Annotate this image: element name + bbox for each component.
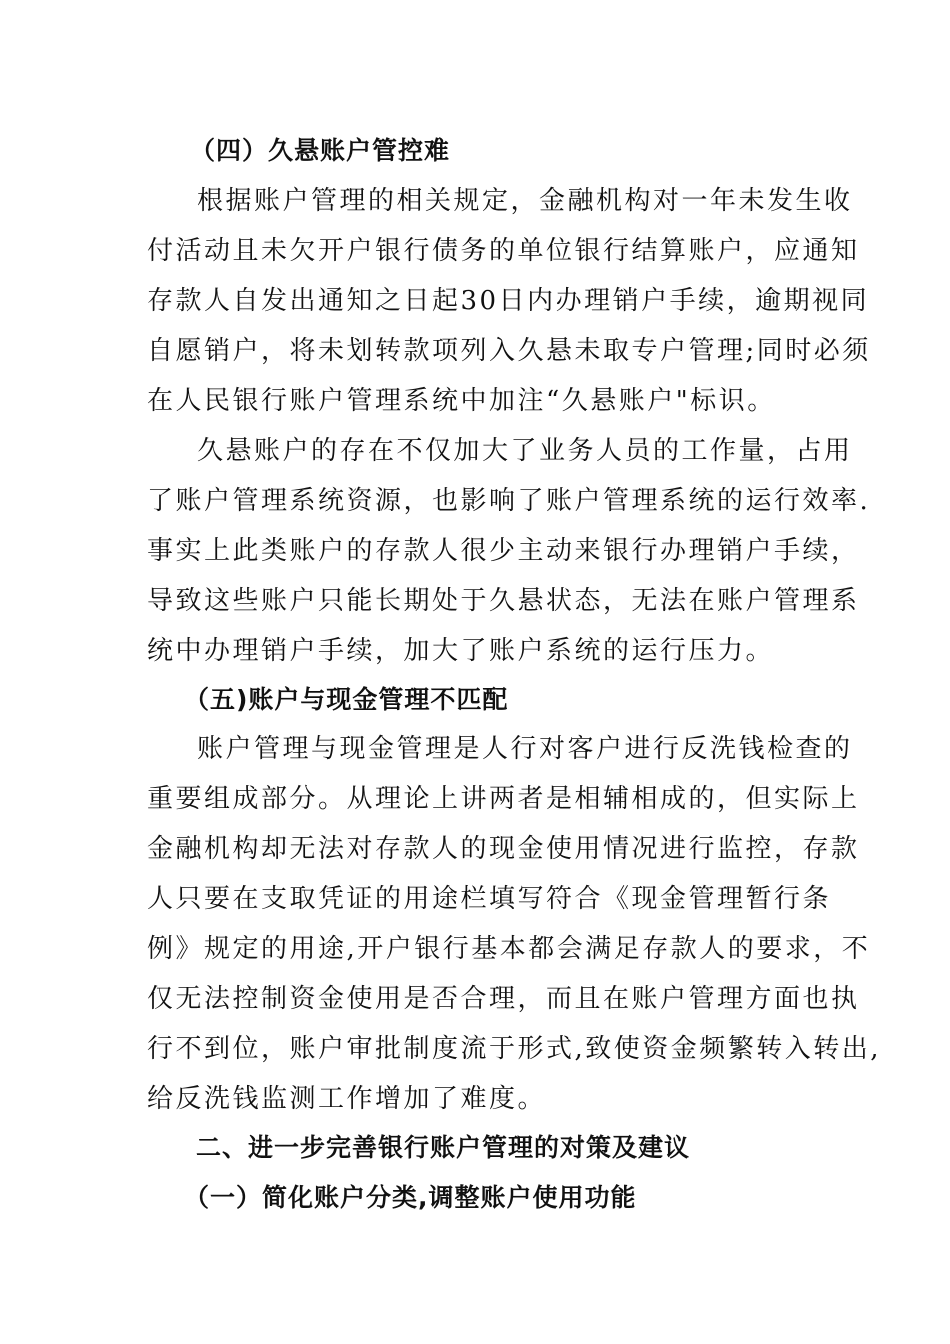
heading-subsection-1: （一）简化账户分类,调整账户使用功能	[184, 1183, 637, 1212]
heading-section-5: （五)账户与现金管理不匹配	[184, 685, 509, 714]
paragraph-line: 在人民银行账户管理系统中加注“久悬账户"标识。	[147, 386, 776, 416]
heading-section-4: （四）久悬账户管控难	[190, 136, 451, 165]
paragraph-line: 付活动且未欠开户银行债务的单位银行结算账户，应通知	[147, 236, 860, 266]
paragraph-line: 仅无法控制资金使用是否合理，而且在账户管理方面也执	[147, 984, 860, 1014]
paragraph-line: 例》规定的用途,开户银行基本都会满足存款人的要求，不	[147, 934, 871, 964]
paragraph-dormant-accounts-impact	[147, 426, 871, 676]
paragraph-line: 久悬账户的存在不仅加大了业务人员的工作量，占用	[197, 436, 853, 466]
paragraph-line: 金融机构却无法对存款人的现金使用情况进行监控，存款	[147, 834, 860, 864]
paragraph-line: 重要组成部分。从理论上讲两者是相辅相成的，但实际上	[147, 784, 860, 814]
heading-chapter-2: 二、进一步完善银行账户管理的对策及建议	[196, 1133, 691, 1162]
paragraph-line: 统中办理销户手续，加大了账户系统的运行压力。	[147, 636, 775, 666]
paragraph-line: 根据账户管理的相关规定，金融机构对一年未发生收	[197, 186, 853, 216]
paragraph-line: 自愿销户，将未划转款项列入久悬未取专户管理;同时必须	[147, 336, 871, 366]
paragraph-line: 了账户管理系统资源，也影响了账户管理系统的运行效率.	[147, 486, 871, 516]
paragraph-line: 给反洗钱监测工作增加了难度。	[147, 1084, 547, 1114]
paragraph-line: 事实上此类账户的存款人很少主动来银行办理销户手续，	[147, 536, 860, 566]
paragraph-dormant-accounts-rules	[147, 176, 871, 426]
paragraph-line: 人只要在支取凭证的用途栏填写符合《现金管理暂行条	[147, 884, 832, 914]
paragraph-line: 存款人自发出通知之日起30日内办理销户手续，逾期视同	[147, 286, 870, 316]
paragraph-line: 导致这些账户只能长期处于久悬状态，无法在账户管理系	[147, 586, 860, 616]
paragraph-line: 行不到位，账户审批制度流于形式,致使资金频繁转入转出,	[147, 1034, 882, 1064]
paragraph-cash-management-mismatch	[147, 724, 882, 1124]
paragraph-line: 账户管理与现金管理是人行对客户进行反洗钱检查的	[197, 734, 853, 764]
